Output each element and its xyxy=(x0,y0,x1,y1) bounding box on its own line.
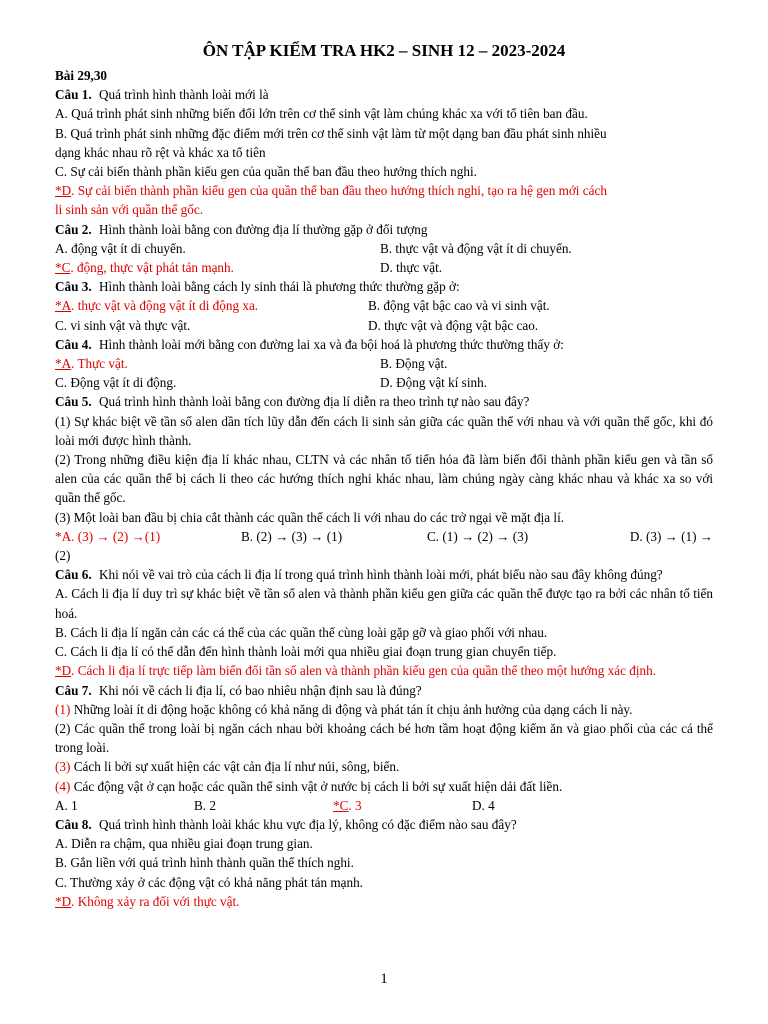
statement-2: (2) Trong những điều kiện địa lí khác nhau, CLTN và các nhân tố tiến hóa đã làm biến đổi thành phần kiểu gen và tần số alen của các quần thể bị cách li theo các hướng thích nghi khác nhau, làm chúng ngày càng khác nhau và khác xa so với quần thể gốc. xyxy=(55,452,713,506)
question-4 xyxy=(55,335,713,354)
option-text: . động, thực vật phát tán mạnh. xyxy=(70,260,234,276)
question-stem: Quá trình hình thành loài bằng con đường địa lí diễn ra theo trình tự nào sau đây? xyxy=(99,394,530,410)
option-c: C. Cách li địa lí có thể dẫn đến hình thành loài mới qua nhiều giai đoạn trung gian chuyển tiếp. xyxy=(55,644,557,660)
options-row xyxy=(55,373,713,392)
question-2 xyxy=(55,220,713,239)
option-d-continued: li sinh sản với quần thể gốc. xyxy=(55,202,203,218)
option-text: . Cách li địa lí trực tiếp làm biến đổi tần số alen và thành phần kiểu gen của quần thể theo một hướng xác định. xyxy=(71,663,657,679)
option-d: D. thực vật và động vật bậc cao. xyxy=(368,317,539,333)
question-label: Câu 4. xyxy=(55,336,92,352)
option-d: D. (3) → (1) → xyxy=(629,528,713,544)
answer-mark: *D xyxy=(55,663,72,679)
answer-mark: *A xyxy=(55,356,72,372)
question-stem: Khi nói về vai trò của cách li địa lí trong quá trình hình thành loài mới, phát biểu nào sau đây không đúng? xyxy=(99,567,663,583)
option-text: . Sự cải biến thành phần kiểu gen của quần thể ban đầu theo hướng thích nghi, tạo ra hệ gen mới cách xyxy=(71,183,607,199)
option-a-answer: *A. (3) → (2) →(1) xyxy=(55,528,161,544)
option-c: C. Sự cải biến thành phần kiểu gen của quần thể ban đầu theo hướng thích nghi. xyxy=(55,164,477,180)
options-row xyxy=(55,258,713,277)
option-a: A. Quá trình phát sinh những biến đổi lớn trên cơ thể sinh vật làm chúng khác xa với tổ tiên ban đầu. xyxy=(55,106,588,122)
option-d-answer xyxy=(55,661,713,680)
option-b-continued: dạng khác nhau rõ rệt và khác xa tổ tiên xyxy=(55,144,266,160)
option-a: A. động vật ít di chuyển. xyxy=(55,240,186,256)
question-stem: Hình thành loài mới bằng con đường lai xa và đa bội hoá là phương thức thường thấy ở: xyxy=(99,336,564,352)
option-d: D. thực vật. xyxy=(380,260,443,276)
statement-text: Những loài ít di động hoặc không có khả năng di động và phát tán ít chịu ảnh hưởng của dạng cách li này. xyxy=(70,701,633,717)
page-number: 1 xyxy=(380,971,388,987)
option-c-answer xyxy=(333,796,472,815)
option-text: . Không xảy ra đối với thực vật. xyxy=(71,893,240,909)
question-5 xyxy=(55,392,713,411)
question-label: Câu 1. xyxy=(55,87,92,103)
options-row xyxy=(55,316,713,335)
option-d-continued: (2) xyxy=(55,548,71,564)
question-1 xyxy=(55,85,713,104)
answer-mark: *C xyxy=(333,797,349,813)
option-b: B. Gắn liền với quá trình hình thành quần thể thích nghi. xyxy=(55,855,354,871)
question-stem: Khi nói về cách li địa lí, có bao nhiêu nhận định sau là đúng? xyxy=(99,682,422,698)
option-text: . 3 xyxy=(348,797,362,813)
statement-2: (2) Các quần thể trong loài bị ngăn cách nhau bởi khoảng cách bé hơn tầm hoạt động kiếm ăn và giao phối của các cá thể trong loài. xyxy=(55,720,713,756)
option-c: C. (1) → (2) → (3) xyxy=(427,528,529,544)
statement-mark: (3) xyxy=(55,759,71,775)
document-body xyxy=(55,66,713,911)
statement-mark: (4) xyxy=(55,778,71,794)
answer-mark: *D xyxy=(55,893,72,909)
options-row xyxy=(55,239,713,258)
statement-text: Cách li bởi sự xuất hiện các vật cản địa lí như núi, sông, biển. xyxy=(70,759,400,775)
option-a-answer xyxy=(55,296,368,315)
question-7 xyxy=(55,681,713,700)
options-row xyxy=(55,796,713,815)
option-text: . Thực vật. xyxy=(71,356,128,372)
option-c: C. vi sinh vật và thực vật. xyxy=(55,317,191,333)
document-title: ÔN TẬP KIỂM TRA HK2 – SINH 12 – 2023-2024 xyxy=(202,41,566,60)
question-label: Câu 2. xyxy=(55,221,92,237)
statement-1 xyxy=(55,700,713,719)
option-c: C. Thường xảy ở các động vật có khả năng phát tán mạnh. xyxy=(55,874,363,890)
question-label: Câu 3. xyxy=(55,279,92,295)
options-row xyxy=(55,296,713,315)
question-stem: Quá trình hình thành loài khác khu vực địa lý, không có đặc điểm nào sau đây? xyxy=(99,816,517,832)
option-d: D. Động vật kí sinh. xyxy=(380,375,487,391)
question-label: Câu 8. xyxy=(55,816,92,832)
answer-mark: *A xyxy=(55,298,72,314)
answer-mark: *C xyxy=(55,260,71,276)
option-a: A. 1 xyxy=(55,797,78,813)
statement-4 xyxy=(55,777,713,796)
options-row xyxy=(55,354,713,373)
option-d: D. 4 xyxy=(472,797,495,813)
option-b: B. Cách li địa lí ngăn cản các cá thể của các quần thể cùng loài gặp gỡ và giao phối với nhau. xyxy=(55,624,548,640)
question-stem: Hình thành loài bằng cách ly sinh thái là phương thức thường gặp ở: xyxy=(99,279,460,295)
option-b: B. thực vật và động vật ít di chuyển. xyxy=(380,240,572,256)
options-row xyxy=(55,527,713,546)
question-stem: Quá trình hình thành loài mới là xyxy=(99,87,269,103)
option-d-answer xyxy=(55,892,713,911)
option-c: C. Động vật ít di động. xyxy=(55,375,177,391)
statement-mark: (1) xyxy=(55,701,71,717)
option-a-answer xyxy=(55,354,380,373)
question-label: Câu 6. xyxy=(55,567,92,583)
question-3 xyxy=(55,277,713,296)
question-label: Câu 7. xyxy=(55,682,92,698)
option-c-answer xyxy=(55,258,380,277)
statement-3 xyxy=(55,757,713,776)
section-heading: Bài 29,30 xyxy=(55,68,108,83)
statement-3: (3) Một loài ban đầu bị chia cắt thành các quần thể cách li với nhau do các trở ngại về mặt địa lí. xyxy=(55,509,565,525)
option-d-answer xyxy=(55,181,713,200)
option-text: . thực vật và động vật ít di động xa. xyxy=(71,298,259,314)
option-b: B. 2 xyxy=(194,797,216,813)
question-label: Câu 5. xyxy=(55,394,92,410)
option-b: B. động vật bậc cao và vi sinh vật. xyxy=(368,298,550,314)
option-a: A. Cách li địa lí duy trì sự khác biệt về tần số alen và thành phần kiểu gen giữa các quần thể được tạo ra bởi các nhân tố tiến hoá. xyxy=(55,586,713,621)
answer-mark: *D xyxy=(55,183,72,199)
question-8 xyxy=(55,815,713,834)
statement-text: Các động vật ở cạn hoặc các quần thể sinh vật ở nước bị cách li bởi sự xuất hiện dải đất liền. xyxy=(70,778,563,794)
option-b: B. (2) → (3) → (1) xyxy=(241,528,343,544)
option-b: B. Quá trình phát sinh những đặc điểm mới trên cơ thể sinh vật làm từ một dạng ban đầu phát sinh nhiều xyxy=(55,125,607,141)
question-6 xyxy=(55,565,713,584)
question-stem: Hình thành loài bằng con đường địa lí thường gặp ở đối tượng xyxy=(99,221,428,237)
statement-1: (1) Sự khác biệt về tần số alen dần tích lũy dẫn đến cách li sinh sản giữa các quần thể với nhau và với quần thể gốc, khi đó loài mới được hình thành. xyxy=(55,413,713,448)
option-a: A. Diễn ra chậm, qua nhiều giai đoạn trung gian. xyxy=(55,836,313,852)
option-b: B. Động vật. xyxy=(380,356,448,372)
